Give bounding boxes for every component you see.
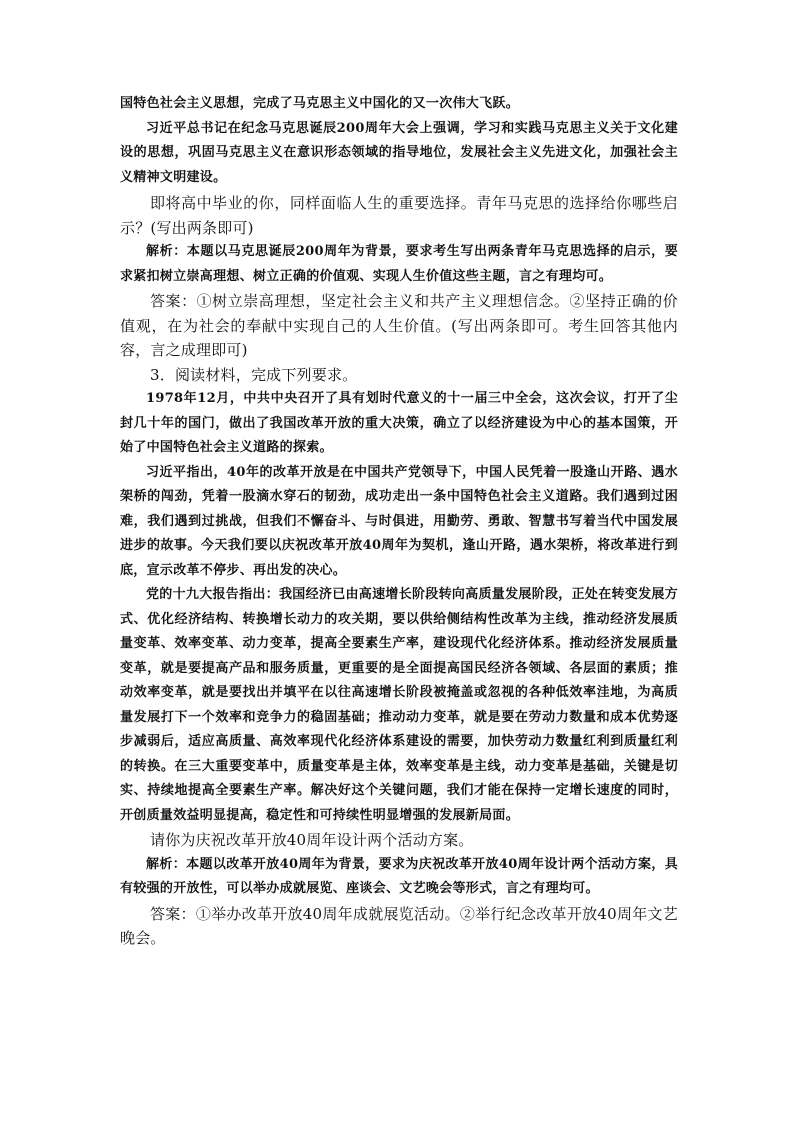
answer-2: 答案：①举办改革开放40周年成就展览活动。②举行纪念改革开放40周年文艺晚会。	[120, 904, 678, 947]
material-xi-40-years: 习近平指出，40年的改革开放是在中国共产党领导下，中国人民凭着一股逢山开路、遇水架桥的闯劲，凭着一股滴水穿石的韧劲，成功走出一条中国特色社会主义道路。我们遇到过困难，我们遇到过挑战，但我们不懈奋斗、与时俱进，用勤劳、勇敢、智慧书写着当代中国发展进步的故事。今天我们要以庆祝改革开放40周年为契机，逢山开路，遇水架桥，将改革进行到底，宣示改革不停步、再出发的决心。	[120, 464, 678, 578]
material-19th-congress: 党的十九大报告指出：我国经济已由高速增长阶段转向高质量发展阶段，正处在转变发展方式、优化经济结构、转换增长动力的攻关期，要以供给侧结构性改革为主线，推动经济发展质量变革、效率变革、动力变革，提高全要素生产率，建设现代化经济体系。推动经济发展质量变革，就是要提高产品和服务质量，更重要的是全面提高国民经济各领域、各层面的素质；推动效率变革，就是要找出并填平在以往高速增长阶段被掩盖或忽视的各种低效率洼地，为高质量发展打下一个效率和竞争力的稳固基础；推动动力变革，就是要在劳动力数量和成本优势逐步减弱后，适应高质量、高效率现代化经济体系建设的需要，加快劳动力数量红利到质量红利的转换。在三大重要变革中，质量变革是主体，效率变革是主线，动力变革是基础，关键是切实、持续地提高全要素生产率。解决好这个关键问题，我们才能在保持一定增长速度的同时，开创质量效益明显提高，稳定性和可持续性明显增强的发展新局面。	[120, 587, 679, 823]
paragraph-xi-speech-culture: 习近平总书记在纪念马克思诞辰200周年大会上强调，学习和实践马克思主义关于文化建设的思想，巩固马克思主义在意识形态领域的指导地位，发展社会主义先进文化，加强社会主义精神文明建设。	[120, 120, 678, 185]
analysis-1: 解析：本题以马克思诞辰200周年为背景，要求考生写出两条青年马克思选择的启示，要求紧扣树立崇高理想、树立正确的价值观、实现人生价值这些主题，言之有理均可。	[120, 244, 678, 284]
answer-1: 答案：①树立崇高理想，坚定社会主义和共产主义理想信念。②坚持正确的价值观，在为社会的奉献中实现自己的人生价值。(写出两条即可。考生回答其他内容，言之成理即可)	[120, 292, 678, 359]
document-page	[120, 92, 678, 951]
material-1978: 1978年12月，中共中央召开了具有划时代意义的十一届三中全会，这次会议，打开了尘封几十年的国门，做出了我国改革开放的重大决策，确立了以经济建设为中心的基本国策，开始了中国特色社会主义道路的探索。	[120, 391, 678, 455]
analysis-2: 解析：本题以改革开放40周年为背景，要求为庆祝改革开放40周年设计两个活动方案，具有较强的开放性，可以举办成就展览、座谈会、文艺晚会等形式，言之有理均可。	[120, 856, 678, 896]
paragraph-continuation: 国特色社会主义思想，完成了马克思主义中国化的又一次伟大飞跃。	[120, 96, 520, 111]
question-3-heading: 3．阅读材料，完成下列要求。	[150, 365, 358, 384]
question-design-activity: 请你为庆祝改革开放40周年设计两个活动方案。	[150, 831, 474, 849]
question-text: 即将高中毕业的你，同样面临人生的重要选择。青年马克思的选择给你哪些启示？(写出两条即可)	[120, 194, 678, 237]
